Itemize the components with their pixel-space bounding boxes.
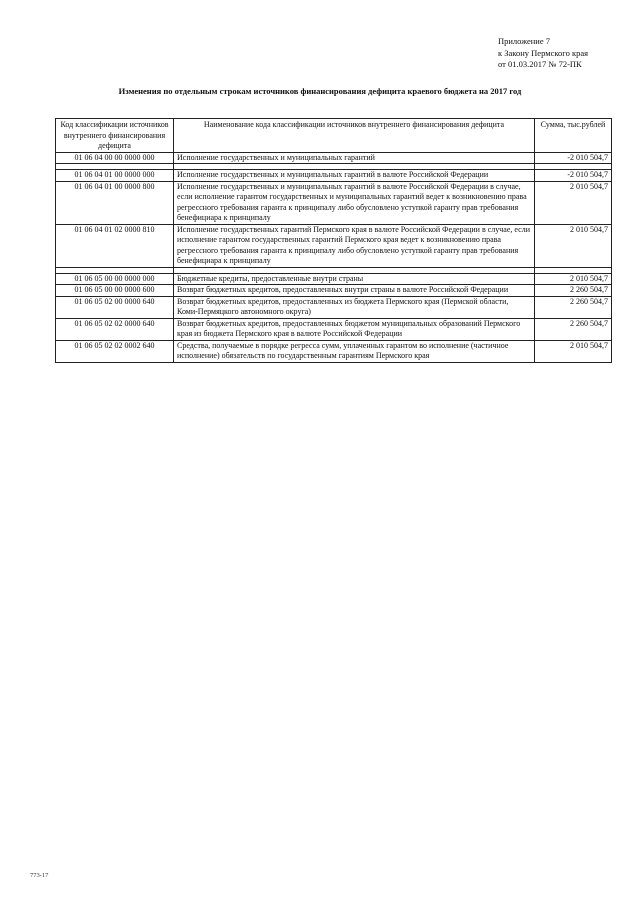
row-code: 01 06 05 00 00 0000 000 bbox=[56, 273, 174, 285]
row-sum: 2 010 504,7 bbox=[535, 340, 612, 362]
header-code: Код классификации источников внутреннего финансирования дефицита bbox=[56, 119, 174, 153]
row-sum: 2 010 504,7 bbox=[535, 224, 612, 267]
row-name: Исполнение государственных и муниципальных гарантий в валюте Российской Федерации bbox=[174, 170, 535, 182]
row-sum: 2 010 504,7 bbox=[535, 273, 612, 285]
table-row bbox=[56, 152, 612, 164]
row-code: 01 06 04 00 00 0000 000 bbox=[56, 152, 174, 164]
table-row bbox=[56, 340, 612, 362]
header-name: Наименование кода классификации источников внутреннего финансирования дефицита bbox=[174, 119, 535, 153]
row-code: 01 06 04 01 00 0000 800 bbox=[56, 181, 174, 224]
table-row bbox=[56, 181, 612, 224]
row-name: Возврат бюджетных кредитов, предоставленных из бюджета Пермского края (Пермской области, Коми-Пермяцкого автономного округа) bbox=[174, 296, 535, 318]
table-row bbox=[56, 224, 612, 267]
header-sum: Сумма, тыс.рублей bbox=[535, 119, 612, 153]
row-sum: 2 260 504,7 bbox=[535, 318, 612, 340]
row-sum: -2 010 504,7 bbox=[535, 152, 612, 164]
document-footer-code: 773-17 bbox=[30, 872, 49, 879]
law-reference: к Закону Пермского края bbox=[498, 47, 589, 58]
table-row bbox=[56, 285, 612, 297]
table-row bbox=[56, 170, 612, 182]
row-code: 01 06 05 02 00 0000 640 bbox=[56, 296, 174, 318]
table-header-row bbox=[56, 119, 612, 153]
appendix-number: Приложение 7 bbox=[498, 36, 550, 46]
row-name: Исполнение государственных гарантий Пермского края в валюте Российской Федерации в случае, если исполнение гарантом государственных гарантий Пермского края ведет к возникновению права регрессного требования гаранта к принципалу либо обусловлено уступкой гаранту прав требования бенефициара к принципалу bbox=[174, 224, 535, 267]
row-code: 01 06 05 02 02 0002 640 bbox=[56, 340, 174, 362]
row-sum: 2 010 504,7 bbox=[535, 181, 612, 224]
document-title: Изменения по отдельным строкам источников финансирования дефицита краевого бюджета на 2017 год bbox=[118, 86, 522, 96]
table-row bbox=[56, 296, 612, 318]
table-row bbox=[56, 273, 612, 285]
row-name: Исполнение государственных и муниципальных гарантий bbox=[174, 152, 535, 164]
row-sum: 2 260 504,7 bbox=[535, 285, 612, 297]
law-date-number: от 01.03.2017 № 72-ПК bbox=[498, 59, 582, 69]
row-name: Средства, получаемые в порядке регресса сумм, уплаченных гарантом во исполнение (частичное исполнение) обязательств по государственным гарантиям Пермского края bbox=[174, 340, 535, 362]
row-name: Возврат бюджетных кредитов, предоставленных бюджетом муниципальных образований Пермского края из бюджета Пермского края в валюте Российской Федерации bbox=[174, 318, 535, 340]
row-sum: 2 260 504,7 bbox=[535, 296, 612, 318]
table-row bbox=[56, 318, 612, 340]
row-name: Бюджетные кредиты, предоставленные внутри страны bbox=[174, 273, 535, 285]
row-code: 01 06 05 00 00 0000 600 bbox=[56, 285, 174, 297]
row-code: 01 06 04 01 02 0000 810 bbox=[56, 224, 174, 267]
row-sum: -2 010 504,7 bbox=[535, 170, 612, 182]
row-name: Исполнение государственных и муниципальных гарантий в валюте Российской Федерации в случае, если исполнение гарантом государственных и муниципальных гарантий ведет к возникновению права регрессного требования гаранта к принципалу либо обусловлено уступкой гаранту прав требования бенефициара к принципалу bbox=[174, 181, 535, 224]
financing-table bbox=[55, 118, 612, 363]
row-name: Возврат бюджетных кредитов, предоставленных внутри страны в валюте Российской Федерации bbox=[174, 285, 535, 297]
row-code: 01 06 04 01 00 0000 000 bbox=[56, 170, 174, 182]
appendix-header bbox=[498, 36, 588, 71]
row-code: 01 06 05 02 02 0000 640 bbox=[56, 318, 174, 340]
